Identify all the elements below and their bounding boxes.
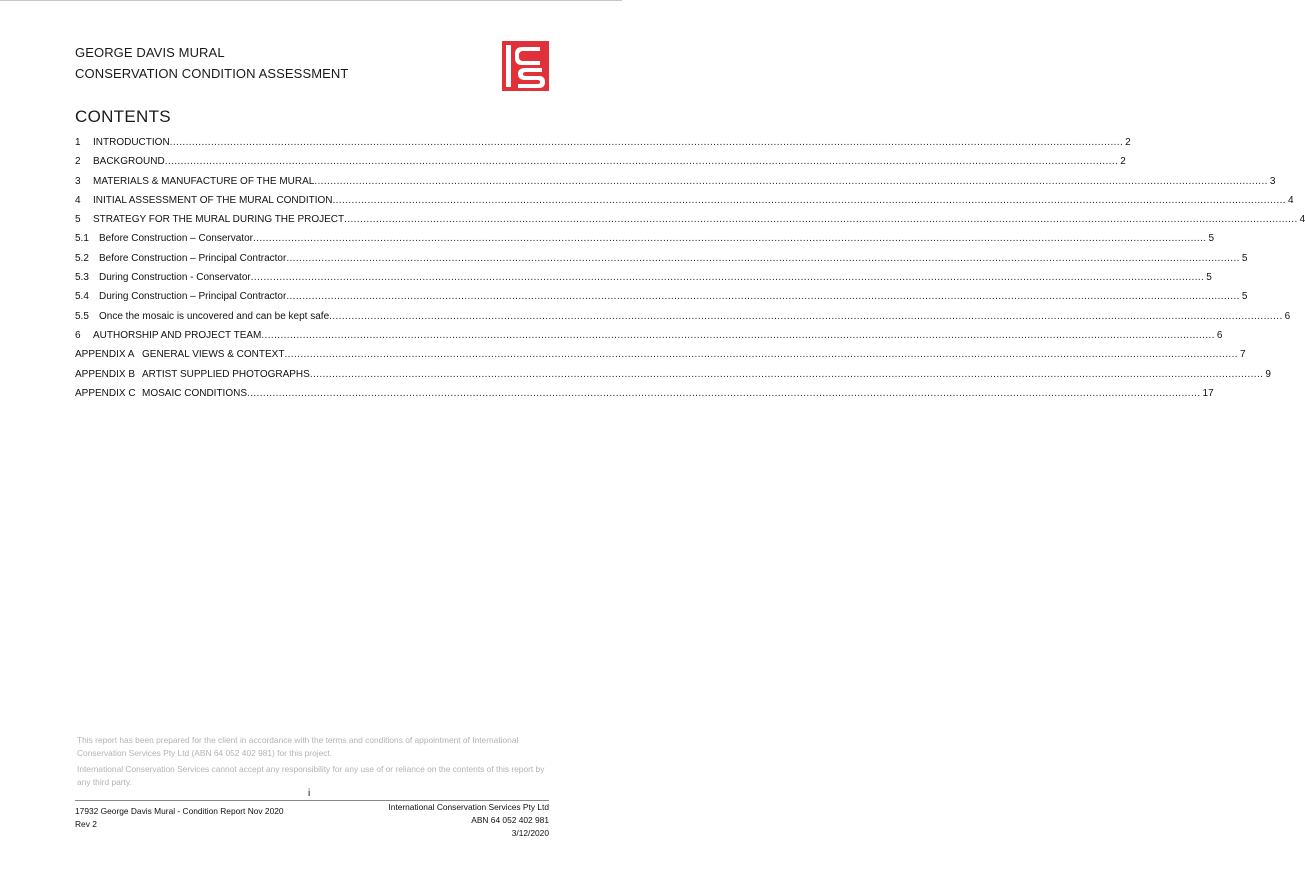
contents-heading: CONTENTS xyxy=(75,107,171,126)
footer-left xyxy=(75,805,284,830)
header-title-line1: GEORGE DAVIS MURAL xyxy=(75,45,225,60)
toc-entry-page: 4 xyxy=(1287,194,1294,206)
toc-entry-page: 7 xyxy=(1239,349,1246,361)
toc-entry-number: 5.1 xyxy=(75,233,89,245)
toc-entry-number: 5.4 xyxy=(75,291,89,303)
toc-entry-page: 9 xyxy=(1265,368,1271,380)
toc-entry[interactable] xyxy=(75,268,1212,287)
table-of-contents xyxy=(75,133,1305,403)
toc-entry-number: 1 xyxy=(75,137,81,148)
disclaimer-para-1: This report has been prepared for the client in accordance with the terms and conditions of appointment of International Conservation Services Pty Ltd (ABN 64 052 402 981) for this project. xyxy=(77,735,519,758)
toc-entry-page: 6 xyxy=(1284,310,1291,322)
toc-entry-page: 5 xyxy=(1206,272,1212,284)
toc-entry-number: 2 xyxy=(75,156,81,168)
toc-leader-dots: ............................................................................................................................................................................................................................................................................................................ xyxy=(252,233,1207,245)
toc-entry-page: 17 xyxy=(1202,387,1214,399)
toc-entry-page: 5 xyxy=(1208,233,1215,245)
footer-right xyxy=(388,801,549,826)
toc-entry[interactable] xyxy=(75,229,1215,248)
toc-entry-number: APPENDIX A xyxy=(75,349,135,361)
toc-leader-dots: ............................................................................................................................................................................................................................................................................................................ xyxy=(332,194,1286,206)
toc-entry-title: Before Construction – Conservator xyxy=(99,233,253,245)
toc-entry[interactable] xyxy=(75,210,1305,229)
page-number: i xyxy=(308,788,311,799)
toc-leader-dots: ............................................................................................................................................................................................................................................................................................................ xyxy=(314,175,1268,187)
footer-abn: ABN 64 052 402 981 xyxy=(471,814,549,825)
disclaimer-para-2: International Conservation Services cannot accept any responsibility for any use of or reliance on the contents of this report by any third party. xyxy=(77,764,545,787)
header-title-line2: CONSERVATION CONDITION ASSESSMENT xyxy=(75,66,349,81)
toc-entry-page: 5 xyxy=(1241,252,1248,264)
toc-leader-dots: ............................................................................................................................................................................................................................................................................................................ xyxy=(344,214,1298,226)
toc-entry-number: 3 xyxy=(75,175,81,187)
toc-entry-title: During Construction - Conservator xyxy=(99,272,251,284)
toc-entry-number: APPENDIX B xyxy=(75,368,136,380)
top-border xyxy=(0,0,622,1)
toc-entry-page: 2 xyxy=(1120,156,1126,168)
toc-entry[interactable] xyxy=(75,152,1126,171)
disclaimer xyxy=(77,734,547,792)
toc-leader-dots: ............................................................................................................................................................................................................................................................................................................ xyxy=(169,137,1124,148)
toc-entry-title: MOSAIC CONDITIONS xyxy=(142,387,248,399)
toc-leader-dots: ............................................................................................................................................................................................................................................................................................................ xyxy=(250,272,1205,284)
toc-entry-title: BACKGROUND xyxy=(93,156,165,168)
toc-entry[interactable] xyxy=(75,287,1248,306)
footer-revision: Rev 2 xyxy=(75,818,97,829)
toc-entry[interactable] xyxy=(75,249,1248,268)
toc-entry-title: Once the mosaic is uncovered and can be kept safe xyxy=(99,310,330,322)
toc-entry-title: STRATEGY FOR THE MURAL DURING THE PROJECT xyxy=(93,214,345,226)
toc-entry-page: 2 xyxy=(1125,137,1131,148)
ics-logo xyxy=(502,41,549,91)
toc-entry-number: 5.5 xyxy=(75,310,89,322)
toc-entry[interactable] xyxy=(75,326,1223,345)
toc-entry-title: INTRODUCTION xyxy=(93,137,170,148)
toc-entry-title: INITIAL ASSESSMENT OF THE MURAL CONDITION xyxy=(93,194,333,206)
footer-doc-ref: 17932 George Davis Mural - Condition Report Nov 2020 xyxy=(75,806,284,816)
toc-entry-page: 5 xyxy=(1241,291,1248,303)
toc-entry-number: 6 xyxy=(75,329,81,341)
toc-leader-dots: ............................................................................................................................................................................................................................................................................................................ xyxy=(261,329,1215,341)
toc-entry-page: 6 xyxy=(1216,329,1223,341)
toc-entry-title: AUTHORSHIP AND PROJECT TEAM xyxy=(93,329,262,341)
toc-entry-number: 5 xyxy=(75,214,81,226)
toc-entry-title: ARTIST SUPPLIED PHOTOGRAPHS xyxy=(142,368,310,380)
toc-entry-number: 5.3 xyxy=(75,272,89,284)
toc-entry-page: 3 xyxy=(1269,175,1276,187)
toc-entry[interactable] xyxy=(75,345,1246,364)
toc-leader-dots: ............................................................................................................................................................................................................................................................................................................ xyxy=(247,387,1201,399)
toc-entry[interactable] xyxy=(75,172,1276,191)
toc-entry-number: 4 xyxy=(75,194,81,206)
toc-leader-dots: ............................................................................................................................................................................................................................................................................................................ xyxy=(329,310,1283,322)
toc-entry[interactable] xyxy=(75,365,1271,384)
toc-leader-dots: ............................................................................................................................................................................................................................................................................................................ xyxy=(286,291,1240,303)
footer-company: International Conservation Services Pty Ltd xyxy=(388,802,549,812)
toc-leader-dots: ............................................................................................................................................................................................................................................................................................................ xyxy=(164,156,1119,168)
toc-entry-title: MATERIALS & MANUFACTURE OF THE MURAL xyxy=(93,175,315,187)
toc-entry-title: Before Construction – Principal Contractor xyxy=(99,252,287,264)
toc-entry[interactable] xyxy=(75,191,1294,210)
toc-entry[interactable] xyxy=(75,384,1214,403)
toc-entry[interactable] xyxy=(75,133,1131,152)
toc-entry-title: During Construction – Principal Contractor xyxy=(99,291,287,303)
toc-leader-dots: ............................................................................................................................................................................................................................................................................................................ xyxy=(309,368,1264,380)
toc-leader-dots: ............................................................................................................................................................................................................................................................................................................ xyxy=(284,349,1238,361)
toc-entry[interactable] xyxy=(75,307,1291,326)
toc-entry-number: 5.2 xyxy=(75,252,89,264)
toc-leader-dots: ............................................................................................................................................................................................................................................................................................................ xyxy=(286,252,1240,264)
toc-entry-page: 4 xyxy=(1299,214,1305,226)
footer-date: 3/12/2020 xyxy=(511,828,549,838)
document-header xyxy=(75,42,348,84)
toc-entry-number: APPENDIX C xyxy=(75,387,136,399)
toc-entry-title: GENERAL VIEWS & CONTEXT xyxy=(142,349,285,361)
